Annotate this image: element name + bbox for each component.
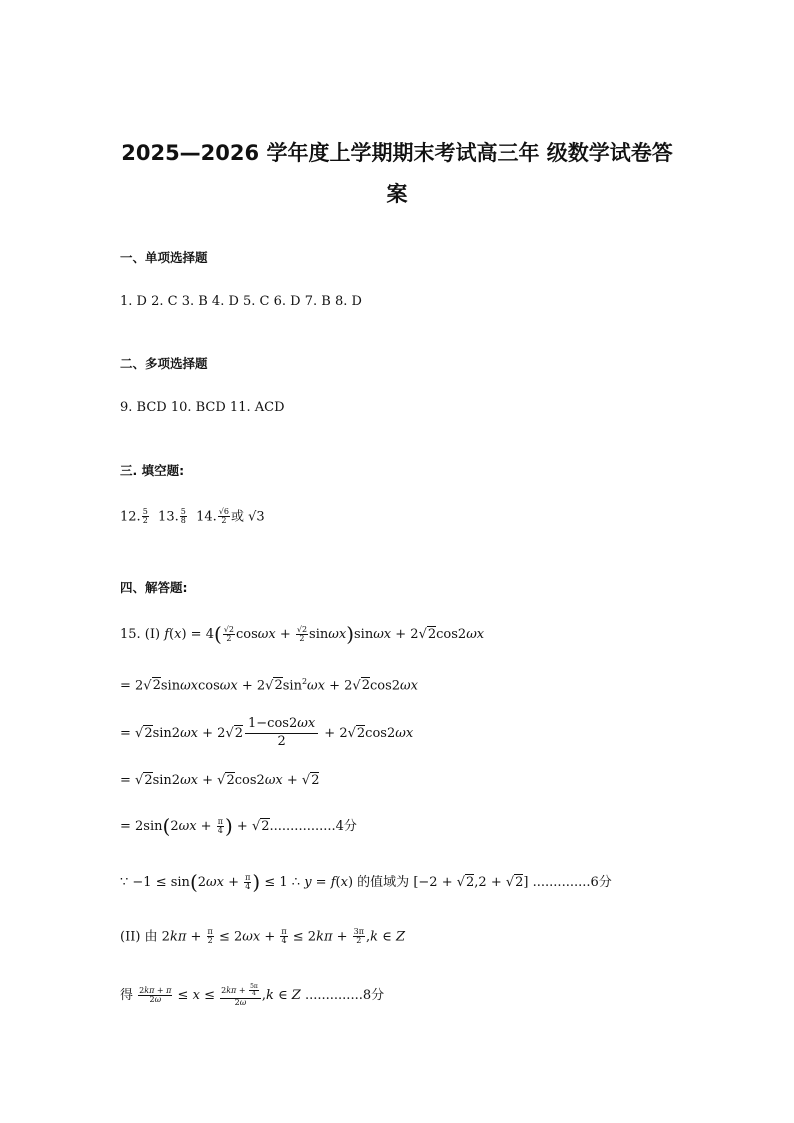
q12-numerator: 5 <box>142 507 148 516</box>
q15-line-5: = 2sin(2ωx + $\frac{\pi}{4}$ ) + √2................4分 <box>120 814 357 838</box>
q13-label: 13. <box>158 509 179 525</box>
single-choice-answers: 1. D 2. C 3. B 4. D 5. C 6. D 7. B 8. D <box>120 294 362 309</box>
dots-4: ................ <box>269 819 336 834</box>
multi-choice-answers: 9. BCD 10. BCD 11. ACD <box>120 400 285 415</box>
dots-6: .............. <box>532 875 591 890</box>
q12-denominator: 2 <box>142 516 148 526</box>
q15-line-3: = √2sin2ωx + 2√2 $\frac{1-\cos 2\omega x}{2}$ + 2√2cos2ωx <box>120 716 414 749</box>
q15-line-1: 15. (I) f(x) = 4( $\frac{√2}{2}$ cosωx + $\frac{√2}{2}$ sinωx)sinωx + 2√2cos2ωx <box>120 622 485 646</box>
section-heading-fill-in: 三. 填空题: <box>120 463 185 478</box>
q14-numerator: √6 <box>218 507 229 516</box>
q14-fraction <box>218 508 230 526</box>
dots-8: .............. <box>304 988 363 1003</box>
score-4: 4分 <box>335 819 357 834</box>
q12-fraction <box>142 508 149 526</box>
page-title-continued: 案 <box>386 182 408 206</box>
score-6: 6分 <box>590 875 612 890</box>
de-label: 得 <box>120 988 134 1003</box>
q15-part2-line-1: (II) 由 2kπ + $\frac{\pi}{2}$ ≤ 2ωx + $\frac{\pi}{4}$ ≤ 2kπ + $\frac{3\pi}{2}$ ,k ∈ Z <box>120 927 405 946</box>
q14-alt: √3 <box>248 509 265 525</box>
q14-or: 或 <box>230 509 244 525</box>
q15-line-4: = √2sin2ωx + √2cos2ωx + √2 <box>120 773 320 788</box>
q13-numerator: 5 <box>180 507 186 516</box>
section-heading-single-choice: 一、单项选择题 <box>120 250 208 265</box>
page-title: 2025—2026 学年度上学期期末考试高三年 级数学试卷答 <box>121 141 673 165</box>
section-heading-multi-choice: 二、多项选择题 <box>120 356 208 371</box>
score-8: 8分 <box>362 988 385 1003</box>
section-heading-solutions: 四、解答题: <box>120 580 188 595</box>
q12-label: 12. <box>120 509 141 525</box>
q14-label: 14. <box>196 509 217 525</box>
range-text: 的值域为 <box>357 875 410 890</box>
part2-label: (II) 由 <box>120 929 158 945</box>
q14-denominator: 2 <box>221 516 227 526</box>
q13-fraction <box>180 508 187 526</box>
fill-in-answers <box>120 508 265 526</box>
q15-line-6: ∵ −1 ≤ sin(2ωx + $\frac{\pi}{4}$ ) ≤ 1 ∴ y = f(x) 的值域为 [−2 + √2,2 + √2] ..............6分 <box>120 870 612 894</box>
q15-part2-line-2: 得 $\frac{2k\pi + \pi}{2\omega}$ ≤ x ≤ 2kπ + $\frac{5\pi}{4}$ 2ω ,k ∈ Z ..............8分 <box>120 983 385 1007</box>
q13-denominator: 8 <box>180 516 186 526</box>
q15-label: 15. (I) <box>120 627 161 642</box>
q15-line-2: = $2√2\sin\omega xcos\omega x + 2√2\sin^2\omega x + 2√2\cos 2\omega x$ <box>120 677 418 694</box>
